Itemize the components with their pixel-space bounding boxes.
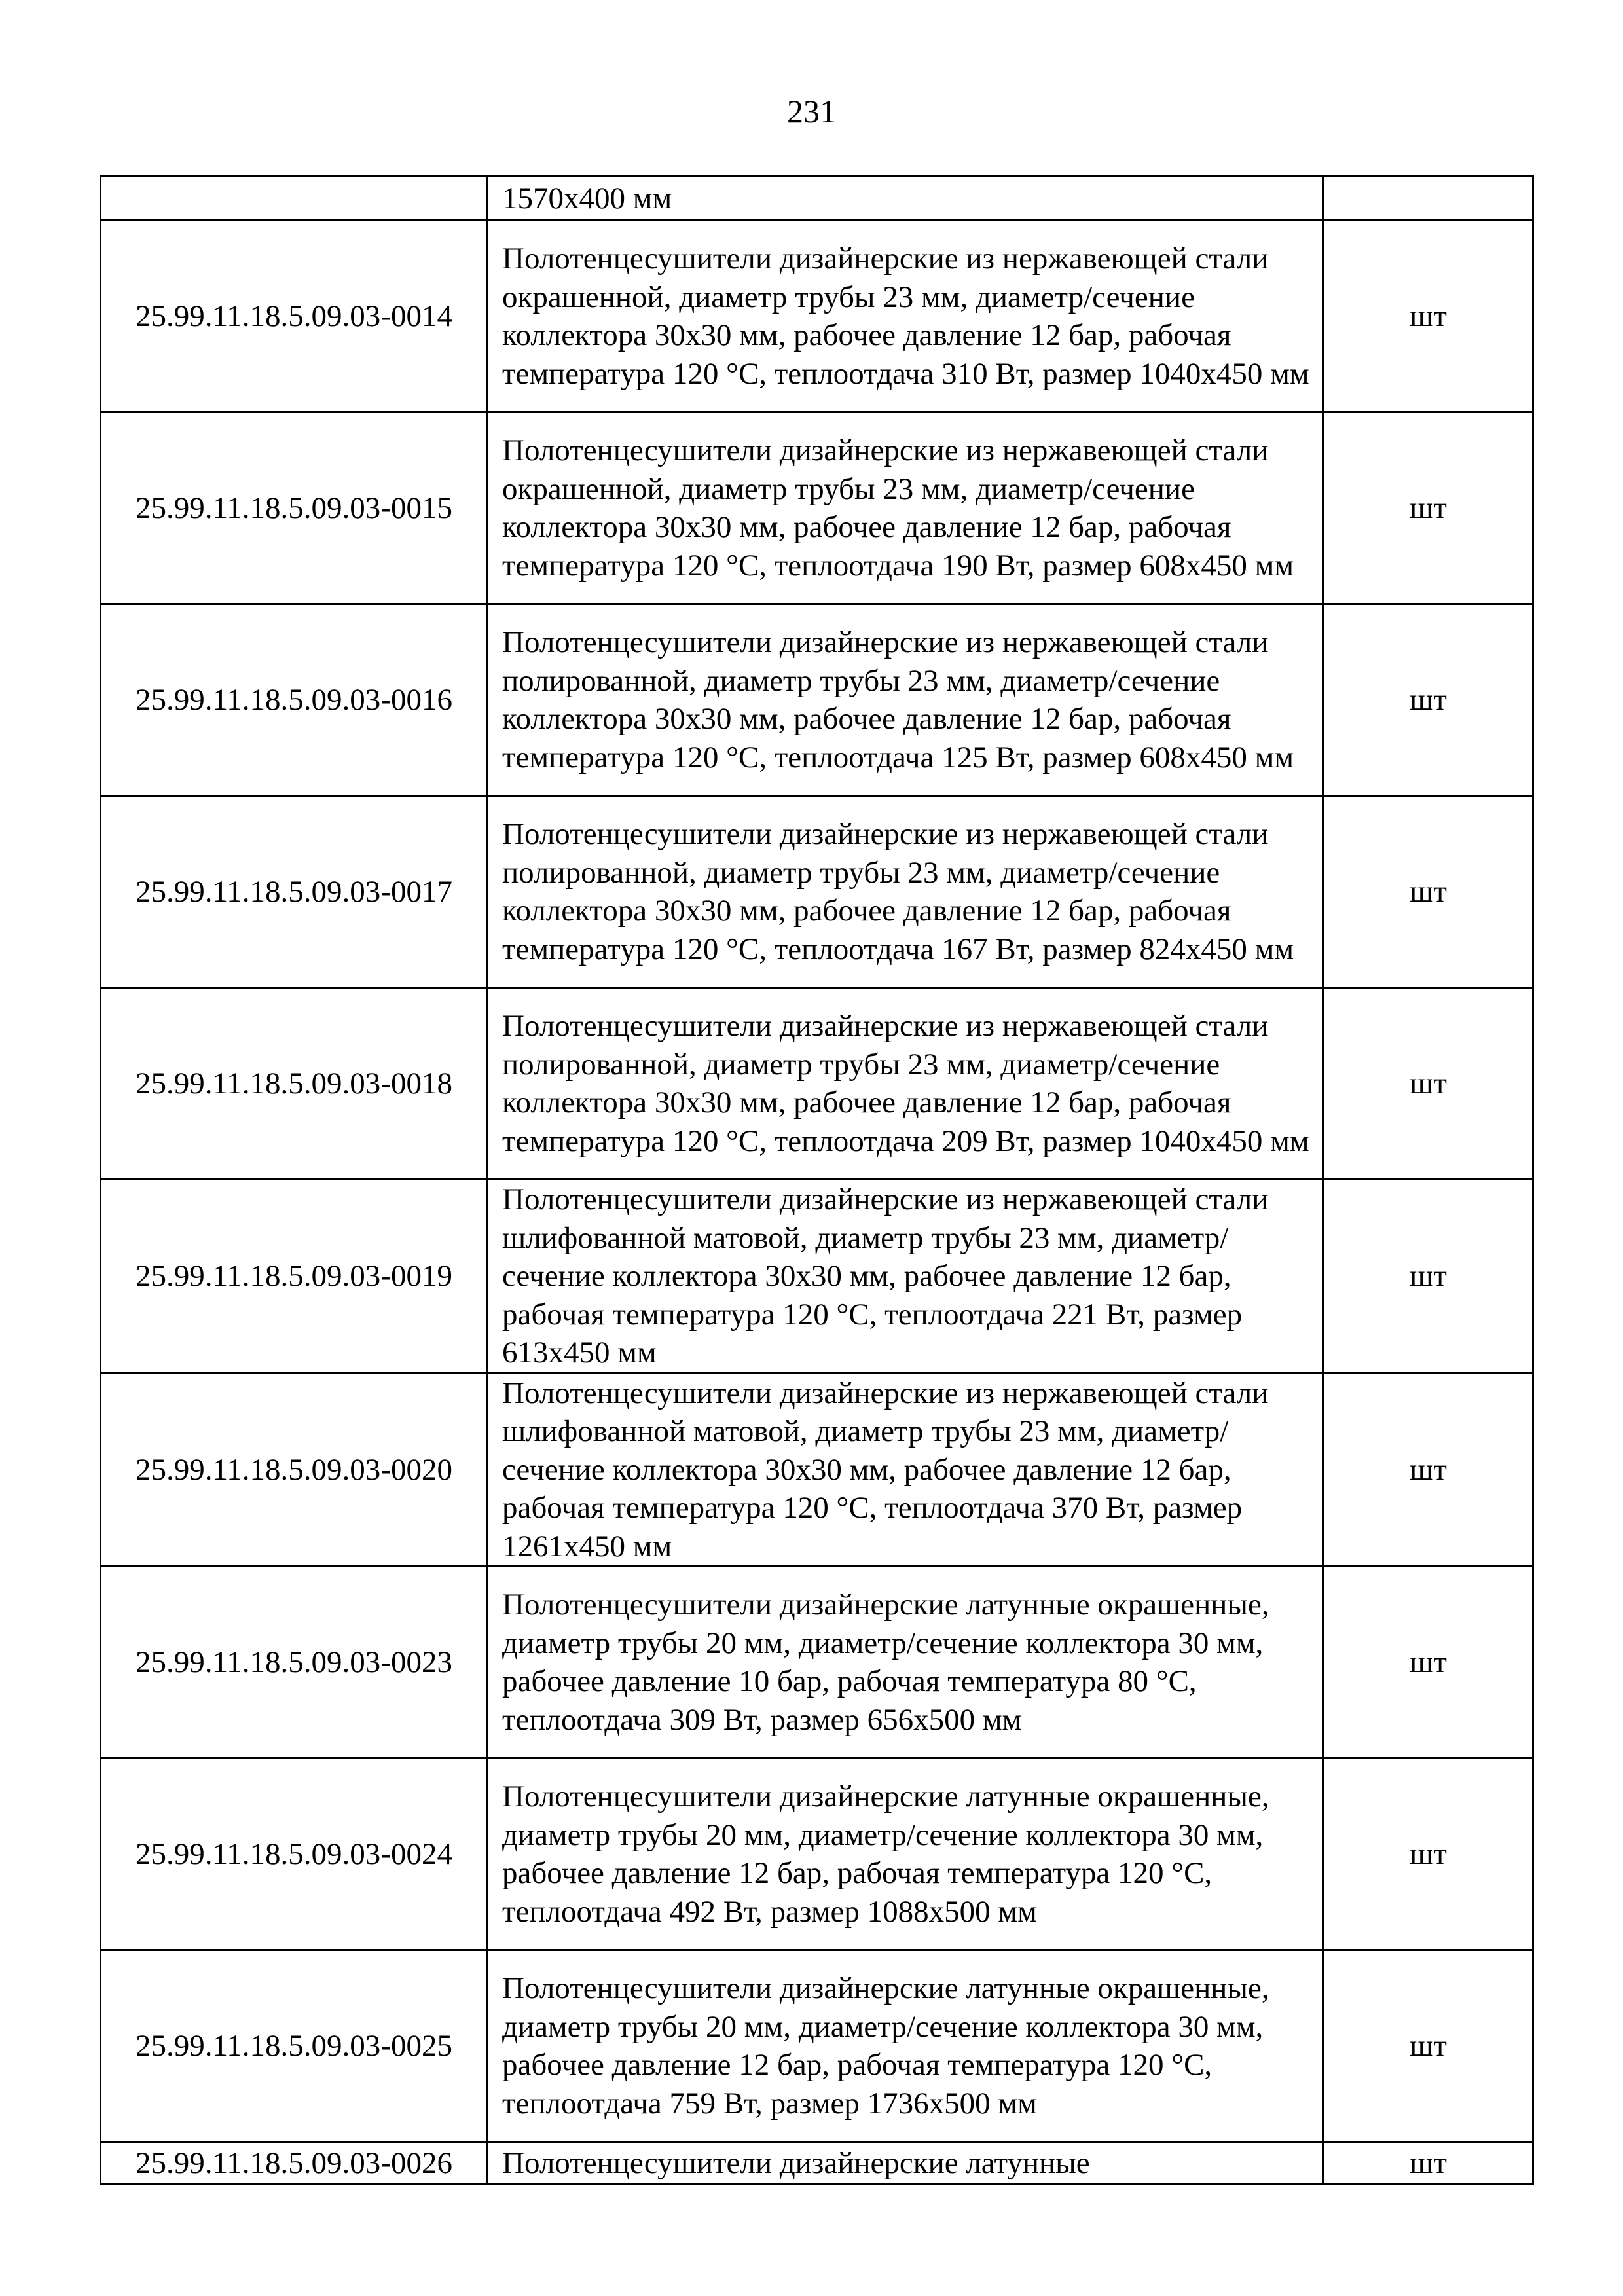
unit-cell: шт: [1324, 988, 1533, 1180]
code-cell: 25.99.11.18.5.09.03-0024: [101, 1758, 488, 1950]
description-cell: Полотенцесушители дизайнерские из нержавеющей стали окрашенной, диаметр трубы 23 мм, диаметр/сечение коллектора 30x30 мм, рабочее давление 12 бар, рабочая температура 120 °С, теплоотдача 190 Вт, размер 608x450 мм: [488, 412, 1324, 604]
description-cell: 1570x400 мм: [488, 177, 1324, 221]
description-cell: Полотенцесушители дизайнерские из нержавеющей стали окрашенной, диаметр трубы 23 мм, диаметр/сечение коллектора 30x30 мм, рабочее давление 12 бар, рабочая температура 120 °С, теплоотдача 310 Вт, размер 1040x450 мм: [488, 221, 1324, 412]
table-row: [101, 1758, 1533, 1950]
description-cell: Полотенцесушители дизайнерские латунные окрашенные, диаметр трубы 20 мм, диаметр/сечение коллектора 30 мм, рабочее давление 12 бар, рабочая температура 120 °С, теплоотдача 492 Вт, размер 1088x500 мм: [488, 1758, 1324, 1950]
unit-cell: шт: [1324, 1567, 1533, 1758]
table-row: [101, 2142, 1533, 2185]
table-body: [101, 177, 1533, 2185]
code-cell: 25.99.11.18.5.09.03-0020: [101, 1373, 488, 1567]
description-cell: Полотенцесушители дизайнерские из нержавеющей стали шлифованной матовой, диаметр трубы 23 мм, диаметр/сечение коллектора 30x30 мм, рабочее давление 12 бар, рабочая температура 120 °С, теплоотдача 221 Вт, размер 613x450 мм: [488, 1180, 1324, 1374]
table-row: [101, 1950, 1533, 2142]
table-row: [101, 1180, 1533, 1374]
description-cell: Полотенцесушители дизайнерские латунные окрашенные, диаметр трубы 20 мм, диаметр/сечение коллектора 30 мм, рабочее давление 12 бар, рабочая температура 120 °С, теплоотдача 759 Вт, размер 1736x500 мм: [488, 1950, 1324, 2142]
resource-table: [100, 175, 1534, 2185]
code-cell: 25.99.11.18.5.09.03-0018: [101, 988, 488, 1180]
table-row: [101, 604, 1533, 796]
table-row: [101, 988, 1533, 1180]
code-cell: 25.99.11.18.5.09.03-0016: [101, 604, 488, 796]
code-cell: 25.99.11.18.5.09.03-0015: [101, 412, 488, 604]
table-row-continuation: [101, 177, 1533, 221]
unit-cell: шт: [1324, 1950, 1533, 2142]
description-cell: Полотенцесушители дизайнерские из нержавеющей стали шлифованной матовой, диаметр трубы 23 мм, диаметр/сечение коллектора 30x30 мм, рабочее давление 12 бар, рабочая температура 120 °С, теплоотдача 370 Вт, размер 1261x450 мм: [488, 1373, 1324, 1567]
unit-cell: шт: [1324, 2142, 1533, 2185]
description-cell: Полотенцесушители дизайнерские латунные: [488, 2142, 1324, 2185]
code-cell: 25.99.11.18.5.09.03-0014: [101, 221, 488, 412]
unit-cell: шт: [1324, 796, 1533, 988]
unit-cell: шт: [1324, 604, 1533, 796]
table-row: [101, 221, 1533, 412]
unit-cell: [1324, 177, 1533, 221]
code-cell: 25.99.11.18.5.09.03-0017: [101, 796, 488, 988]
code-cell: 25.99.11.18.5.09.03-0026: [101, 2142, 488, 2185]
page-number: 231: [787, 93, 836, 130]
unit-cell: шт: [1324, 1758, 1533, 1950]
description-cell: Полотенцесушители дизайнерские латунные окрашенные, диаметр трубы 20 мм, диаметр/сечение коллектора 30 мм, рабочее давление 10 бар, рабочая температура 80 °С, теплоотдача 309 Вт, размер 656x500 мм: [488, 1567, 1324, 1758]
description-cell: Полотенцесушители дизайнерские из нержавеющей стали полированной, диаметр трубы 23 мм, диаметр/сечение коллектора 30x30 мм, рабочее давление 12 бар, рабочая температура 120 °С, теплоотдача 125 Вт, размер 608x450 мм: [488, 604, 1324, 796]
unit-cell: шт: [1324, 221, 1533, 412]
code-cell: 25.99.11.18.5.09.03-0019: [101, 1180, 488, 1374]
description-cell: Полотенцесушители дизайнерские из нержавеющей стали полированной, диаметр трубы 23 мм, диаметр/сечение коллектора 30x30 мм, рабочее давление 12 бар, рабочая температура 120 °С, теплоотдача 167 Вт, размер 824x450 мм: [488, 796, 1324, 988]
unit-cell: шт: [1324, 1373, 1533, 1567]
unit-cell: шт: [1324, 1180, 1533, 1374]
table-row: [101, 412, 1533, 604]
table-row: [101, 796, 1533, 988]
description-cell: Полотенцесушители дизайнерские из нержавеющей стали полированной, диаметр трубы 23 мм, диаметр/сечение коллектора 30x30 мм, рабочее давление 12 бар, рабочая температура 120 °С, теплоотдача 209 Вт, размер 1040x450 мм: [488, 988, 1324, 1180]
code-cell: 25.99.11.18.5.09.03-0025: [101, 1950, 488, 2142]
code-cell: 25.99.11.18.5.09.03-0023: [101, 1567, 488, 1758]
table-row: [101, 1373, 1533, 1567]
unit-cell: шт: [1324, 412, 1533, 604]
code-cell: [101, 177, 488, 221]
table-row: [101, 1567, 1533, 1758]
